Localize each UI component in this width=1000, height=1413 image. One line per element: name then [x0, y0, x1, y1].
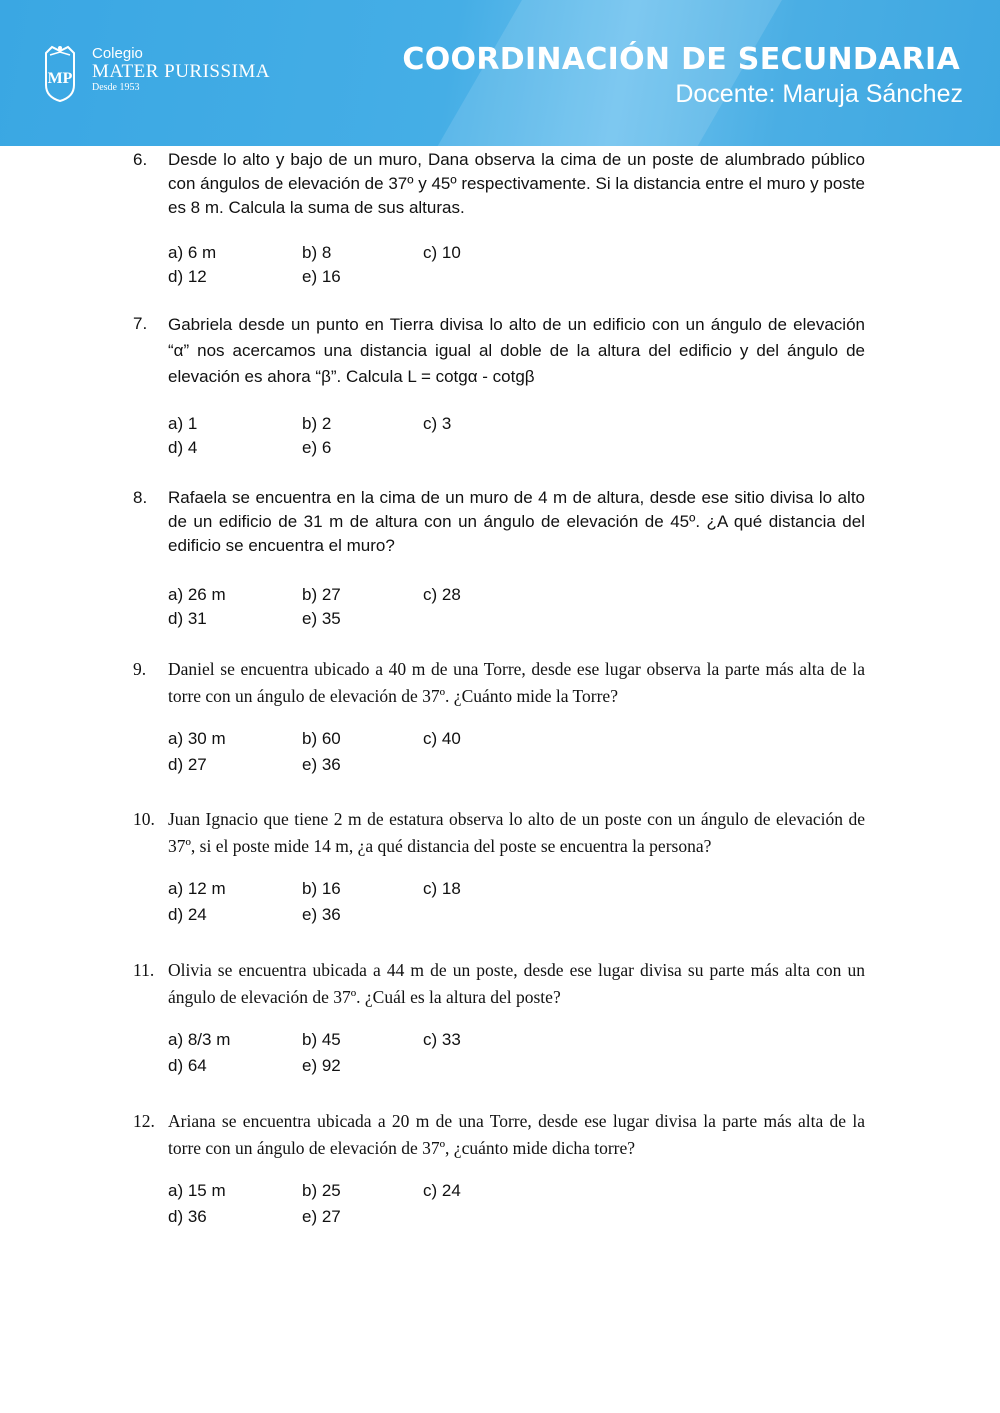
page-header — [0, 0, 1000, 146]
option-e: e) 36 — [302, 905, 341, 924]
option-a: a) 8/3 m — [168, 1030, 231, 1049]
question-text: Ariana se encuentra ubicada a 20 m de una Torre, desde ese lugar divisa la parte más alta de la torre con un ángulo de elevación de 37º, ¿cuánto mide dicha torre? — [168, 1111, 865, 1158]
option-c: c) 28 — [423, 585, 461, 604]
option-b: b) 60 — [302, 729, 341, 748]
option-b: b) 25 — [302, 1181, 341, 1200]
option-d: d) 36 — [168, 1207, 207, 1226]
option-d: d) 64 — [168, 1056, 207, 1075]
logo-name-text: MATER PURISSIMA — [92, 61, 271, 82]
school-shield-icon — [40, 43, 80, 103]
option-d: d) 24 — [168, 905, 207, 924]
option-b: b) 8 — [302, 243, 332, 262]
option-c: c) 33 — [423, 1030, 461, 1049]
option-d: d) 4 — [168, 438, 198, 457]
option-e: e) 35 — [302, 609, 341, 628]
option-c: c) 40 — [423, 729, 461, 748]
question-number: 8. — [133, 488, 148, 507]
option-d: d) 27 — [168, 755, 207, 774]
option-e: e) 27 — [302, 1207, 341, 1226]
question-text: Gabriela desde un punto en Tierra divisa lo alto de un edificio con un ángulo de elevación “α” nos acercamos una distancia igual al doble de la altura del edificio y del ángulo de elevación es ahora “β”. Calcula L = cotgα - cotgβ — [168, 315, 865, 386]
question-text: Juan Ignacio que tiene 2 m de estatura observa lo alto de un poste con un ángulo de elevación de 37º, si el poste mide 14 m, ¿a qué distancia del poste se encuentra la persona? — [168, 809, 865, 856]
option-e: e) 92 — [302, 1056, 341, 1075]
school-logo-text — [92, 46, 270, 94]
question-text: Daniel se encuentra ubicado a 40 m de una Torre, desde ese lugar observa la parte más alta de la torre con un ángulo de elevación de 37º. ¿Cuánto mide la Torre? — [168, 659, 865, 706]
option-a: a) 12 m — [168, 879, 226, 898]
option-b: b) 45 — [302, 1030, 341, 1049]
option-a: a) 26 m — [168, 585, 226, 604]
option-c: c) 18 — [423, 879, 461, 898]
question-number: 10. — [133, 809, 155, 829]
option-c: c) 24 — [423, 1181, 461, 1200]
question-number: 6. — [133, 150, 148, 169]
option-e: e) 36 — [302, 755, 341, 774]
option-c: c) 3 — [423, 414, 452, 433]
option-e: e) 16 — [302, 267, 341, 286]
option-a: a) 6 m — [168, 243, 217, 262]
option-c: c) 10 — [423, 243, 461, 262]
logo-monogram: MP — [47, 70, 73, 87]
header-title: COORDINACIÓN DE SECUNDARIA — [402, 42, 960, 77]
question-number: 7. — [133, 314, 148, 333]
question-number: 9. — [133, 659, 147, 679]
option-d: d) 31 — [168, 609, 207, 628]
question-text: Desde lo alto y bajo de un muro, Dana observa la cima de un poste de alumbrado público con ángulos de elevación de 37º y 45º respectivamente. Si la distancia entre el muro y poste es 8 m. Calcula la suma de sus alturas. — [168, 150, 865, 217]
question-text: Rafaela se encuentra en la cima de un muro de 4 m de altura, desde ese sitio divisa lo alto de un edificio de 31 m de altura con un ángulo de elevación de 45º. ¿A qué distancia del edificio se encuentra el muro? — [168, 488, 865, 555]
option-b: b) 2 — [302, 414, 332, 433]
question-text: Olivia se encuentra ubicada a 44 m de un poste, desde ese lugar divisa su parte más alta con un ángulo de elevación de 37º. ¿Cuál es la altura del poste? — [168, 960, 865, 1007]
logo-small-text: Colegio — [92, 45, 143, 62]
option-b: b) 16 — [302, 879, 341, 898]
option-a: a) 30 m — [168, 729, 226, 748]
logo-since-text: Desde 1953 — [92, 82, 140, 93]
option-e: e) 6 — [302, 438, 332, 457]
option-d: d) 12 — [168, 267, 207, 286]
option-a: a) 15 m — [168, 1181, 226, 1200]
question-number: 11. — [133, 960, 155, 980]
option-a: a) 1 — [168, 414, 198, 433]
header-teacher: Docente: Maruja Sánchez — [675, 80, 963, 108]
question-number: 12. — [133, 1111, 155, 1131]
option-b: b) 27 — [302, 585, 341, 604]
